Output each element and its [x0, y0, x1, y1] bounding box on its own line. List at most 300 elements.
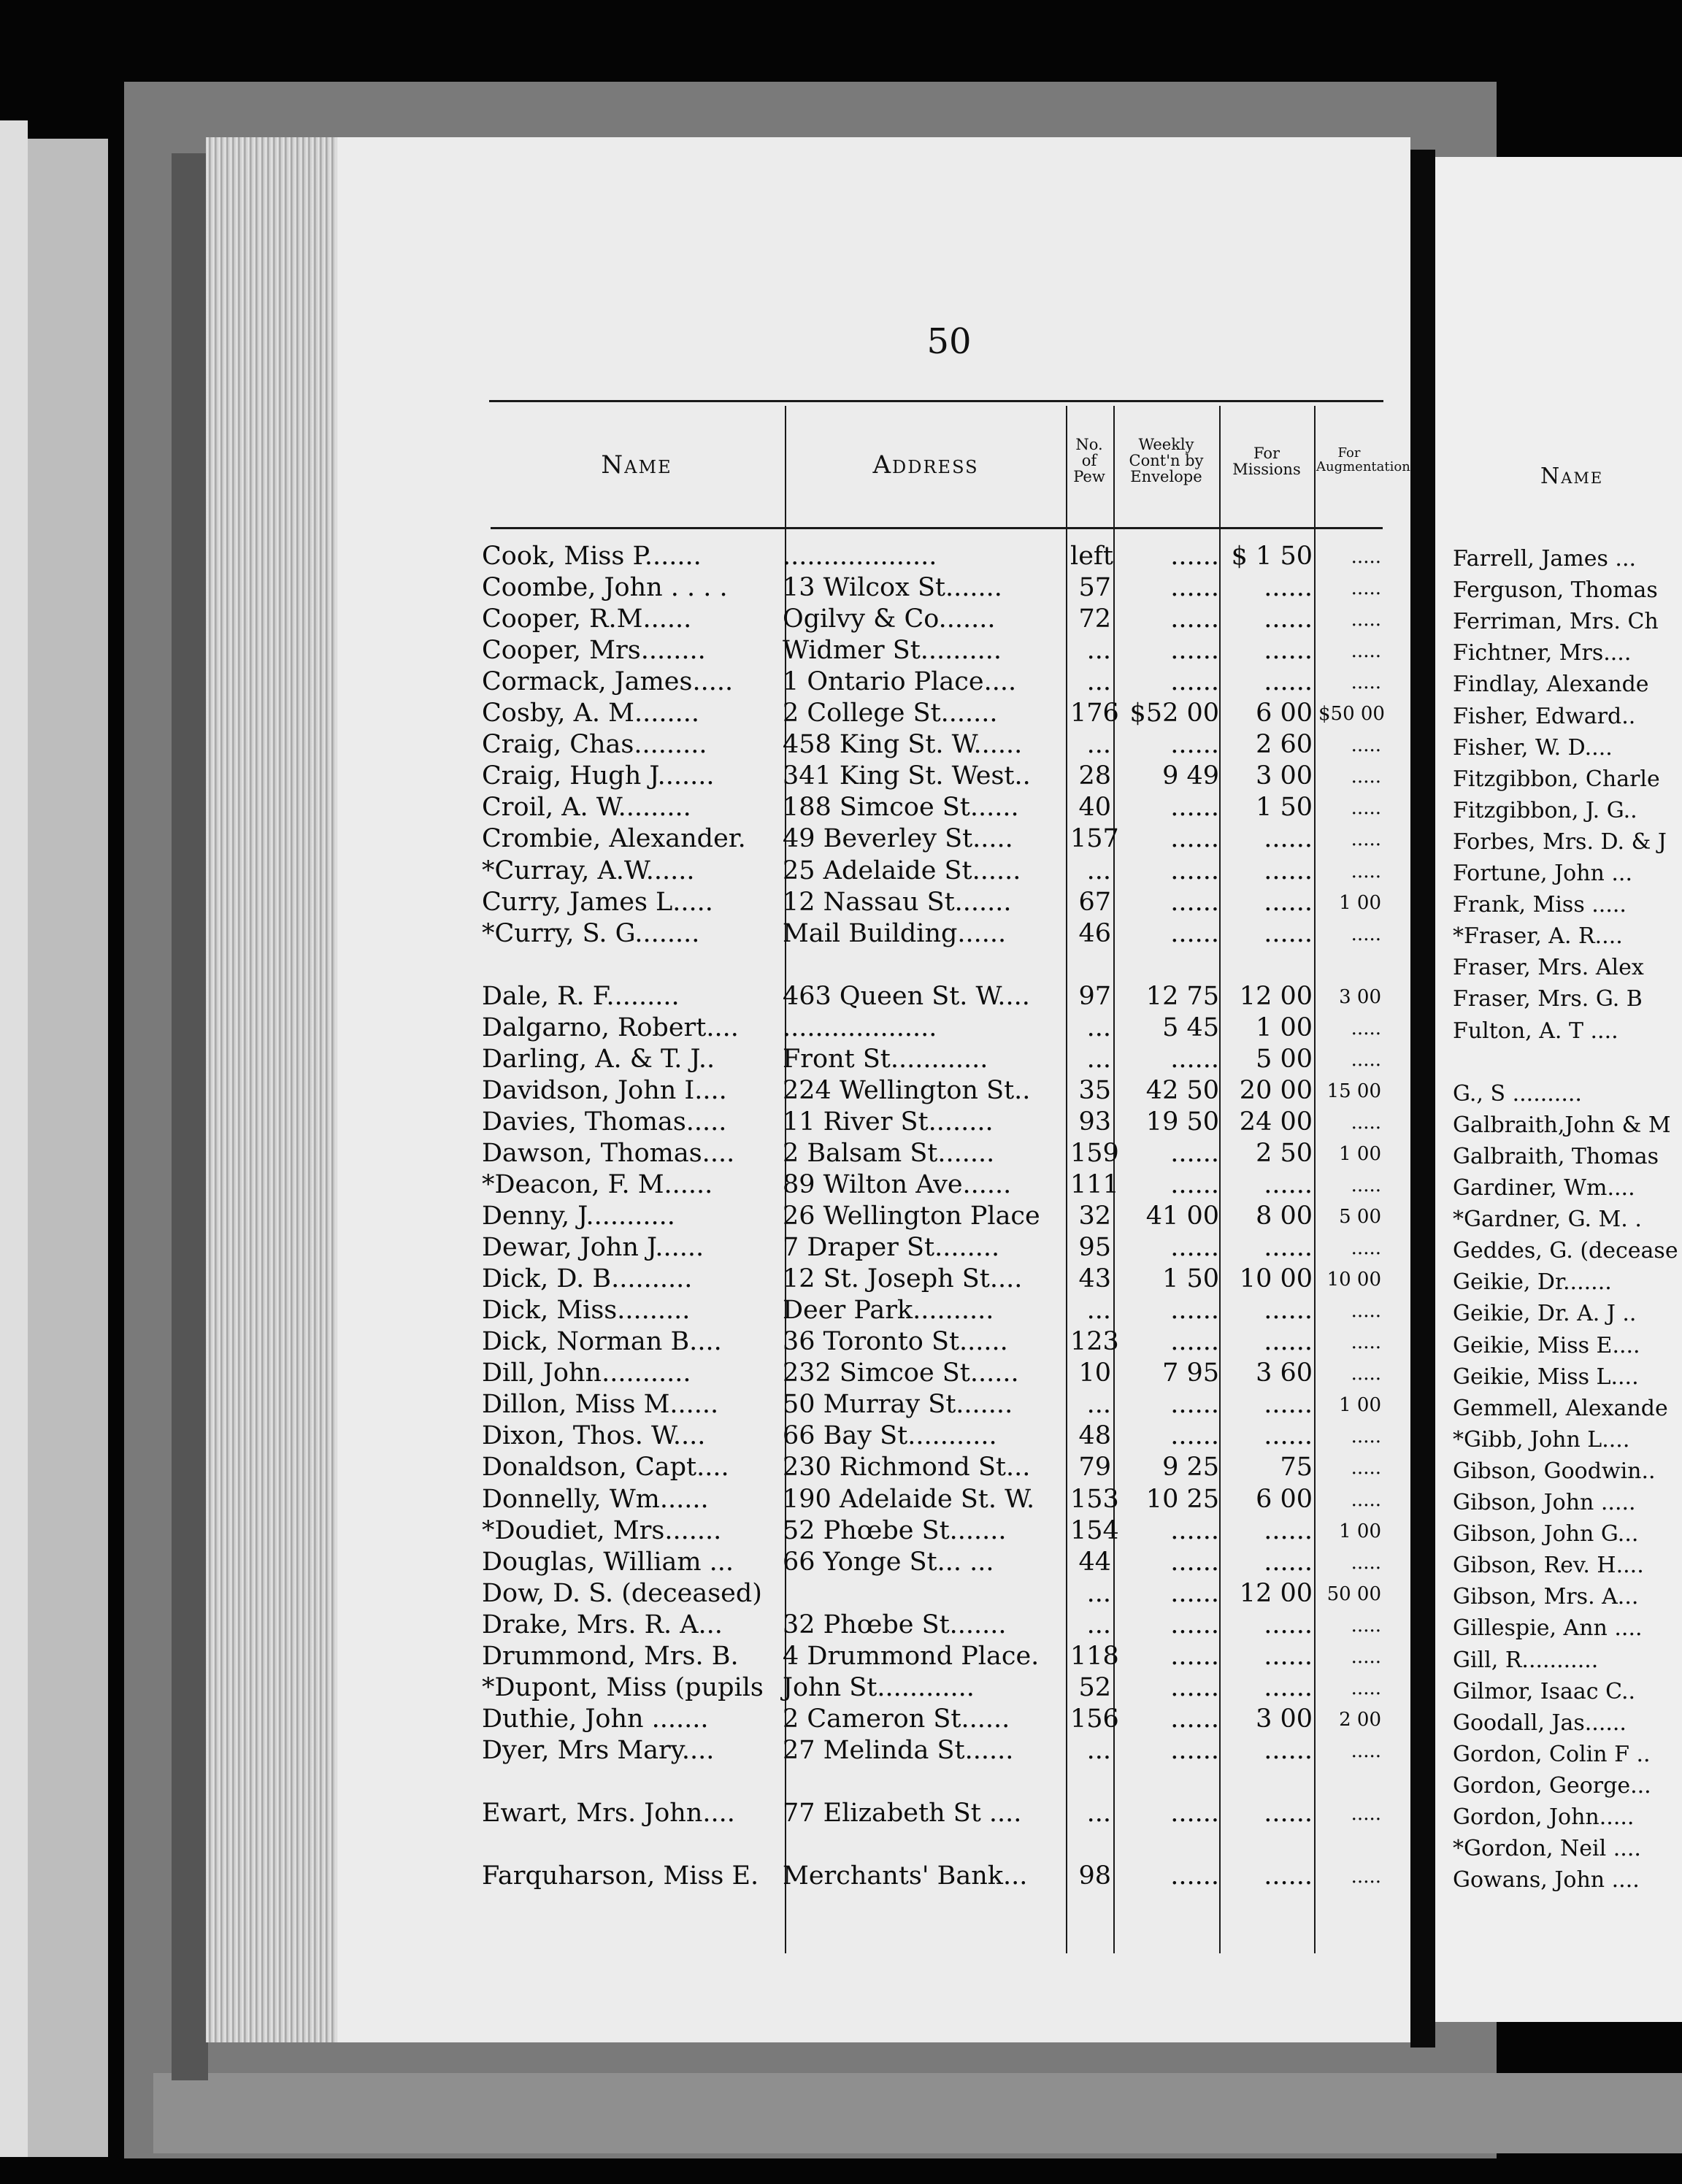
- name-cell: Cosby, A. M........: [482, 699, 699, 728]
- augmentation-cell: .....: [1351, 672, 1381, 694]
- weekly-cell: 7 95: [1162, 1358, 1219, 1388]
- address-cell: 11 River St........: [783, 1107, 994, 1137]
- missions-cell: 10 00: [1239, 1264, 1313, 1294]
- table-row: [0, 1045, 1409, 1076]
- name-cell: *Doudiet, Mrs.......: [482, 1515, 722, 1545]
- weekly-cell: ......: [1170, 824, 1219, 854]
- right-page-name: Ferguson, Thomas: [1453, 577, 1658, 604]
- missions-cell: 5 00: [1256, 1044, 1313, 1074]
- name-cell: Curry, James L.....: [482, 887, 713, 917]
- missions-cell: $ 1 50: [1231, 542, 1313, 571]
- augmentation-cell: 50 00: [1326, 1583, 1381, 1605]
- page-number: 50: [926, 321, 972, 362]
- augmentation-cell: 15 00: [1326, 1080, 1381, 1102]
- table-row: [0, 1107, 1409, 1139]
- book-bottom-edge: [153, 2073, 1682, 2153]
- table-row: [0, 793, 1409, 824]
- pew-cell: 35: [1078, 1075, 1111, 1105]
- name-cell: *Curray, A.W......: [482, 855, 695, 885]
- pew-cell: 93: [1078, 1107, 1111, 1137]
- pew-cell: 123: [1070, 1327, 1119, 1357]
- name-cell: Cooper, Mrs........: [482, 636, 706, 666]
- weekly-cell: ......: [1170, 793, 1219, 823]
- right-page-name: Fichtner, Mrs....: [1453, 640, 1632, 666]
- name-cell: Cormack, James.....: [482, 667, 734, 697]
- table-row: [0, 1767, 1409, 1799]
- right-page-name: Farrell, James ...: [1453, 546, 1637, 572]
- table-row: [0, 573, 1409, 604]
- augmentation-cell: .....: [1351, 1645, 1381, 1668]
- pew-cell: 176: [1070, 699, 1119, 728]
- header-pew: No. of Pew: [1073, 436, 1105, 486]
- weekly-cell: ......: [1170, 542, 1219, 571]
- address-cell: 2 Balsam St.......: [783, 1138, 995, 1168]
- pew-cell: 159: [1070, 1138, 1119, 1168]
- address-cell: 27 Melinda St......: [783, 1735, 1014, 1765]
- right-page-name: Gibson, Rev. H....: [1453, 1553, 1644, 1579]
- name-cell: Cook, Miss P.......: [482, 542, 702, 571]
- address-cell: 224 Wellington St..: [783, 1075, 1031, 1105]
- augmentation-cell: .....: [1351, 1457, 1381, 1480]
- pew-cell: 10: [1078, 1358, 1111, 1388]
- pew-cell: ...: [1086, 636, 1111, 666]
- weekly-cell: 10 25: [1145, 1484, 1219, 1514]
- augmentation-cell: 5 00: [1339, 1206, 1381, 1228]
- name-cell: Drummond, Mrs. B.: [482, 1641, 739, 1671]
- weekly-cell: ......: [1170, 667, 1219, 697]
- augmentation-cell: .....: [1351, 1866, 1381, 1888]
- pew-cell: 67: [1078, 887, 1111, 917]
- address-cell: 89 Wilton Ave......: [783, 1170, 1012, 1199]
- augmentation-cell: .....: [1351, 1048, 1381, 1071]
- weekly-cell: ......: [1170, 1515, 1219, 1545]
- name-cell: Craig, Hugh J.......: [482, 761, 715, 791]
- right-page-name: Gibson, John .....: [1453, 1490, 1636, 1515]
- table-row: [0, 1485, 1409, 1516]
- weekly-cell: ......: [1170, 1610, 1219, 1639]
- table-row: [0, 1358, 1409, 1390]
- pew-cell: ...: [1086, 1012, 1111, 1042]
- missions-cell: ......: [1264, 855, 1313, 885]
- table-row: [0, 1013, 1409, 1045]
- weekly-cell: ......: [1170, 636, 1219, 666]
- weekly-cell: ......: [1170, 1390, 1219, 1420]
- weekly-cell: 42 50: [1145, 1075, 1219, 1105]
- address-cell: 188 Simcoe St......: [783, 793, 1019, 823]
- name-cell: *Dupont, Miss (pupils: [482, 1672, 764, 1702]
- book-gutter: [1410, 150, 1435, 2048]
- weekly-cell: ......: [1170, 1327, 1219, 1357]
- weekly-cell: ......: [1170, 1641, 1219, 1671]
- augmentation-cell: 2 00: [1339, 1708, 1381, 1731]
- address-cell: 2 College St.......: [783, 699, 998, 728]
- address-cell: ...................: [783, 1012, 937, 1042]
- right-page-name: *Fraser, A. R....: [1453, 923, 1623, 950]
- augmentation-cell: .....: [1351, 1803, 1381, 1825]
- weekly-cell: ......: [1170, 1704, 1219, 1734]
- pew-cell: 46: [1078, 918, 1111, 948]
- weekly-cell: ......: [1170, 730, 1219, 760]
- missions-cell: ......: [1264, 636, 1313, 666]
- table-row: [0, 542, 1409, 573]
- table-row: [0, 1139, 1409, 1170]
- address-cell: 232 Simcoe St......: [783, 1358, 1019, 1388]
- right-page-name: Gowans, John ....: [1453, 1867, 1640, 1893]
- pew-cell: 111: [1070, 1170, 1119, 1199]
- augmentation-cell: .....: [1351, 1237, 1381, 1260]
- weekly-cell: 9 25: [1162, 1453, 1219, 1483]
- header-augmentation: For Augmentation: [1316, 445, 1410, 474]
- name-cell: Dill, John...........: [482, 1358, 691, 1388]
- weekly-cell: ......: [1170, 855, 1219, 885]
- table-row: [0, 730, 1409, 761]
- table-row: [0, 1453, 1409, 1484]
- right-page-name: Fisher, W. D....: [1453, 734, 1613, 761]
- name-cell: Farquharson, Miss E.: [482, 1861, 759, 1891]
- augmentation-cell: .....: [1351, 766, 1381, 788]
- weekly-cell: ......: [1170, 1421, 1219, 1451]
- right-page-name: Gillespie, Ann ....: [1453, 1615, 1643, 1642]
- address-cell: 52 Phœbe St.......: [783, 1515, 1007, 1545]
- address-cell: 36 Toronto St......: [783, 1327, 1008, 1357]
- augmentation-cell: $50 00: [1318, 703, 1385, 726]
- name-cell: Dale, R. F.........: [482, 981, 680, 1011]
- table-row: [0, 667, 1409, 699]
- table-row: [0, 699, 1409, 730]
- name-cell: Donnelly, Wm......: [482, 1484, 709, 1514]
- weekly-cell: ......: [1170, 1170, 1219, 1199]
- missions-cell: 6 00: [1256, 1484, 1313, 1514]
- pew-cell: ...: [1086, 730, 1111, 760]
- right-page-name: Fisher, Edward..: [1453, 703, 1636, 729]
- weekly-cell: ......: [1170, 887, 1219, 917]
- table-row: [0, 919, 1409, 950]
- augmentation-cell: .....: [1351, 1488, 1381, 1511]
- augmentation-cell: .....: [1351, 1111, 1381, 1134]
- missions-cell: 20 00: [1239, 1075, 1313, 1105]
- table-row: [0, 1673, 1409, 1704]
- pew-cell: 98: [1078, 1861, 1111, 1891]
- pew-cell: 154: [1070, 1515, 1119, 1545]
- name-cell: Duthie, John .......: [482, 1704, 709, 1734]
- name-cell: Denny, J...........: [482, 1201, 675, 1231]
- table-row: [0, 636, 1409, 667]
- pew-cell: 40: [1078, 793, 1111, 823]
- augmentation-cell: .....: [1351, 797, 1381, 820]
- augmentation-cell: 10 00: [1326, 1269, 1381, 1291]
- right-page-name: Fitzgibbon, J. G..: [1453, 797, 1637, 823]
- right-page-name: Frank, Miss .....: [1453, 892, 1627, 918]
- address-cell: 463 Queen St. W....: [783, 981, 1030, 1011]
- table-row: [0, 761, 1409, 793]
- table-row: [0, 1516, 1409, 1547]
- table-row: [0, 982, 1409, 1013]
- right-page-name: Findlay, Alexande: [1453, 672, 1649, 698]
- right-page-name: Gordon, Colin F ..: [1453, 1741, 1651, 1767]
- table-row: [0, 1830, 1409, 1861]
- missions-cell: ......: [1264, 604, 1313, 634]
- augmentation-cell: .....: [1351, 609, 1381, 631]
- augmentation-cell: .....: [1351, 1551, 1381, 1574]
- missions-cell: 1 50: [1256, 793, 1313, 823]
- right-page-name: Geikie, Miss E....: [1453, 1332, 1640, 1358]
- table-row: [0, 604, 1409, 636]
- missions-cell: ......: [1264, 1672, 1313, 1702]
- right-page-name: Fulton, A. T ....: [1453, 1018, 1618, 1044]
- table-row: [0, 1421, 1409, 1453]
- augmentation-cell: .....: [1351, 828, 1381, 851]
- augmentation-cell: .....: [1351, 1614, 1381, 1637]
- missions-cell: ......: [1264, 1799, 1313, 1828]
- weekly-cell: ......: [1170, 1672, 1219, 1702]
- pew-cell: 43: [1078, 1264, 1111, 1294]
- weekly-cell: ......: [1170, 1044, 1219, 1074]
- missions-cell: 3 00: [1256, 761, 1313, 791]
- augmentation-cell: [1318, 950, 1381, 955]
- name-cell: Coombe, John . . . .: [482, 573, 728, 603]
- name-cell: *Curry, S. G........: [482, 918, 700, 948]
- name-cell: Darling, A. & T. J..: [482, 1044, 715, 1074]
- augmentation-cell: .....: [1351, 577, 1381, 600]
- name-cell: Drake, Mrs. R. A...: [482, 1610, 723, 1639]
- pew-cell: ...: [1086, 1044, 1111, 1074]
- weekly-cell: $52 00: [1129, 699, 1219, 728]
- name-cell: Dow, D. S. (deceased): [482, 1578, 762, 1608]
- augmentation-cell: .....: [1351, 1739, 1381, 1762]
- missions-cell: ......: [1264, 1641, 1313, 1671]
- weekly-cell: ......: [1170, 573, 1219, 603]
- augmentation-cell: .....: [1351, 1331, 1381, 1354]
- address-cell: Front St............: [783, 1044, 988, 1074]
- header-name: Name: [601, 450, 672, 480]
- augmentation-cell: .....: [1351, 1426, 1381, 1448]
- name-cell: Dixon, Thos. W....: [482, 1421, 706, 1451]
- address-cell: 66 Yonge St... ...: [783, 1547, 994, 1577]
- augmentation-cell: 3 00: [1339, 985, 1381, 1008]
- right-page-name: Ferriman, Mrs. Ch: [1453, 609, 1659, 635]
- augmentation-cell: .....: [1351, 640, 1381, 663]
- table-row: [0, 950, 1409, 982]
- address-cell: 66 Bay St...........: [783, 1421, 997, 1451]
- missions-cell: ......: [1264, 1515, 1313, 1545]
- missions-cell: 3 60: [1256, 1358, 1313, 1388]
- right-page-name: Gibson, Goodwin..: [1453, 1458, 1656, 1484]
- address-cell: 458 King St. W......: [783, 730, 1023, 760]
- address-cell: 32 Phœbe St.......: [783, 1610, 1007, 1639]
- table-row: [0, 1264, 1409, 1296]
- missions-cell: 12 00: [1239, 981, 1313, 1011]
- right-page-name: Gemmell, Alexande: [1453, 1395, 1668, 1421]
- name-cell: Dick, Miss.........: [482, 1296, 691, 1326]
- missions-cell: ......: [1264, 1861, 1313, 1891]
- missions-cell: ......: [1264, 667, 1313, 697]
- augmentation-cell: .....: [1351, 1300, 1381, 1323]
- pew-cell: 44: [1078, 1547, 1111, 1577]
- augmentation-cell: 1 00: [1339, 891, 1381, 914]
- missions-cell: ......: [1264, 1233, 1313, 1263]
- header-missions: For Missions: [1232, 445, 1301, 479]
- missions-cell: ......: [1264, 573, 1313, 603]
- right-page-header-name: Name: [1540, 464, 1604, 489]
- right-page-name: Gibson, Mrs. A...: [1453, 1584, 1639, 1610]
- weekly-cell: ......: [1170, 1138, 1219, 1168]
- name-cell: Donaldson, Capt....: [482, 1453, 729, 1483]
- table-row: [0, 1579, 1409, 1610]
- right-page-name: Goodall, Jas......: [1453, 1710, 1627, 1736]
- name-cell: Dick, D. B..........: [482, 1264, 693, 1294]
- name-cell: Dyer, Mrs Mary....: [482, 1735, 715, 1765]
- pew-cell: ...: [1086, 1799, 1111, 1828]
- address-cell: 26 Wellington Place: [783, 1201, 1040, 1231]
- address-cell: John St............: [783, 1672, 975, 1702]
- pew-cell: 157: [1070, 824, 1119, 854]
- address-cell: 7 Draper St........: [783, 1233, 1000, 1263]
- right-page-name: *Gardner, G. M. .: [1453, 1207, 1642, 1233]
- augmentation-cell: .....: [1351, 734, 1381, 757]
- pew-cell: ...: [1086, 667, 1111, 697]
- header-rule: [491, 527, 1383, 529]
- missions-cell: ......: [1264, 1735, 1313, 1765]
- weekly-cell: ......: [1170, 1233, 1219, 1263]
- table-row: [0, 1201, 1409, 1233]
- right-page-name: *Gibb, John L....: [1453, 1426, 1630, 1453]
- missions-cell: ......: [1264, 1547, 1313, 1577]
- right-page-name: G., S ..........: [1453, 1080, 1582, 1107]
- missions-cell: 6 00: [1256, 699, 1313, 728]
- weekly-cell: 9 49: [1162, 761, 1219, 791]
- pew-cell: left: [1070, 542, 1113, 571]
- pew-cell: ...: [1086, 855, 1111, 885]
- right-page-name: Fitzgibbon, Charle: [1453, 766, 1660, 792]
- name-cell: Craig, Chas.........: [482, 730, 707, 760]
- table-row: [0, 1390, 1409, 1421]
- augmentation-cell: 1 00: [1339, 1394, 1381, 1417]
- augmentation-cell: [1318, 1767, 1381, 1772]
- address-cell: 12 Nassau St.......: [783, 887, 1012, 917]
- name-cell: Dick, Norman B....: [482, 1327, 722, 1357]
- table-row: [0, 1076, 1409, 1107]
- table-row: [0, 1610, 1409, 1642]
- table-row: [0, 824, 1409, 855]
- pew-cell: ...: [1086, 1578, 1111, 1608]
- pew-cell: ...: [1086, 1390, 1111, 1420]
- augmentation-cell: .....: [1351, 923, 1381, 945]
- address-cell: 1 Ontario Place....: [783, 667, 1017, 697]
- weekly-cell: ......: [1170, 1799, 1219, 1828]
- table-row: [0, 1327, 1409, 1358]
- missions-cell: ......: [1264, 1610, 1313, 1639]
- table-row: [0, 1861, 1409, 1893]
- name-cell: Davies, Thomas.....: [482, 1107, 727, 1137]
- address-cell: Widmer St..........: [783, 636, 1002, 666]
- weekly-cell: 41 00: [1145, 1201, 1219, 1231]
- table-row: [0, 1296, 1409, 1327]
- missions-cell: ......: [1264, 1327, 1313, 1357]
- pew-cell: 153: [1070, 1484, 1119, 1514]
- pew-cell: 57: [1078, 573, 1111, 603]
- right-page-name: Gilmor, Isaac C..: [1453, 1678, 1636, 1704]
- name-cell: Davidson, John I....: [482, 1075, 727, 1105]
- name-cell: Dawson, Thomas....: [482, 1138, 735, 1168]
- right-page-name: Forbes, Mrs. D. & J: [1453, 828, 1667, 855]
- right-page-name: Geikie, Miss L....: [1453, 1364, 1639, 1390]
- augmentation-cell: .....: [1351, 546, 1381, 568]
- right-page-name: Galbraith,John & M: [1453, 1112, 1671, 1138]
- table-row: [0, 888, 1409, 919]
- name-cell: Cooper, R.M......: [482, 604, 692, 634]
- right-page-name: Gardiner, Wm....: [1453, 1175, 1635, 1201]
- table-row: [0, 1170, 1409, 1201]
- table-row: [0, 1736, 1409, 1767]
- missions-cell: 1 00: [1256, 1012, 1313, 1042]
- right-page-name: Geddes, G. (decease: [1453, 1238, 1678, 1264]
- name-cell: Croil, A. W.........: [482, 793, 691, 823]
- augmentation-cell: .....: [1351, 1017, 1381, 1039]
- missions-cell: 24 00: [1239, 1107, 1313, 1137]
- augmentation-cell: .....: [1351, 1174, 1381, 1196]
- pew-cell: 97: [1078, 981, 1111, 1011]
- header-address: Address: [872, 450, 979, 480]
- name-cell: Dillon, Miss M......: [482, 1390, 719, 1420]
- address-cell: 50 Murray St.......: [783, 1390, 1013, 1420]
- address-cell: Ogilvy & Co.......: [783, 604, 996, 634]
- pew-cell: 32: [1078, 1201, 1111, 1231]
- name-cell: Dalgarno, Robert....: [482, 1012, 739, 1042]
- weekly-cell: ......: [1170, 1578, 1219, 1608]
- augmentation-cell: .....: [1351, 1677, 1381, 1699]
- address-cell: 25 Adelaide St......: [783, 855, 1021, 885]
- address-cell: 190 Adelaide St. W.: [783, 1484, 1035, 1514]
- address-cell: ...................: [783, 542, 937, 571]
- pew-cell: 52: [1078, 1672, 1111, 1702]
- address-cell: Deer Park..........: [783, 1296, 994, 1326]
- weekly-cell: 19 50: [1145, 1107, 1219, 1137]
- pew-cell: 48: [1078, 1421, 1111, 1451]
- weekly-cell: ......: [1170, 918, 1219, 948]
- pew-cell: 95: [1078, 1233, 1111, 1263]
- table-row: [0, 1547, 1409, 1579]
- address-cell: 13 Wilcox St.......: [783, 573, 1002, 603]
- address-cell: 49 Beverley St.....: [783, 824, 1013, 854]
- name-cell: *Deacon, F. M......: [482, 1170, 713, 1199]
- name-cell: Dewar, John J......: [482, 1233, 704, 1263]
- augmentation-cell: [1318, 1830, 1381, 1834]
- weekly-cell: ......: [1170, 1296, 1219, 1326]
- address-cell: 230 Richmond St...: [783, 1453, 1031, 1483]
- table-row: [0, 1704, 1409, 1736]
- weekly-cell: 5 45: [1162, 1012, 1219, 1042]
- table-row: [0, 1799, 1409, 1830]
- right-page-name: Gill, R...........: [1453, 1647, 1599, 1673]
- pew-cell: ...: [1086, 1296, 1111, 1326]
- missions-cell: 2 50: [1256, 1138, 1313, 1168]
- pew-cell: 72: [1078, 604, 1111, 634]
- weekly-cell: ......: [1170, 604, 1219, 634]
- missions-cell: 12 00: [1239, 1578, 1313, 1608]
- weekly-cell: ......: [1170, 1861, 1219, 1891]
- address-cell: Mail Building......: [783, 918, 1007, 948]
- right-page-name: Galbraith, Thomas: [1453, 1143, 1659, 1169]
- address-cell: 2 Cameron St......: [783, 1704, 1010, 1734]
- top-rule: [489, 400, 1383, 402]
- right-page-name: Fraser, Mrs. Alex: [1453, 955, 1644, 981]
- weekly-cell: ......: [1170, 1547, 1219, 1577]
- right-page-name: Geikie, Dr. A. J ..: [1453, 1301, 1637, 1327]
- right-page-name: Gibson, John G...: [1453, 1521, 1639, 1547]
- missions-cell: 8 00: [1256, 1201, 1313, 1231]
- augmentation-cell: .....: [1351, 860, 1381, 883]
- pew-cell: 79: [1078, 1453, 1111, 1483]
